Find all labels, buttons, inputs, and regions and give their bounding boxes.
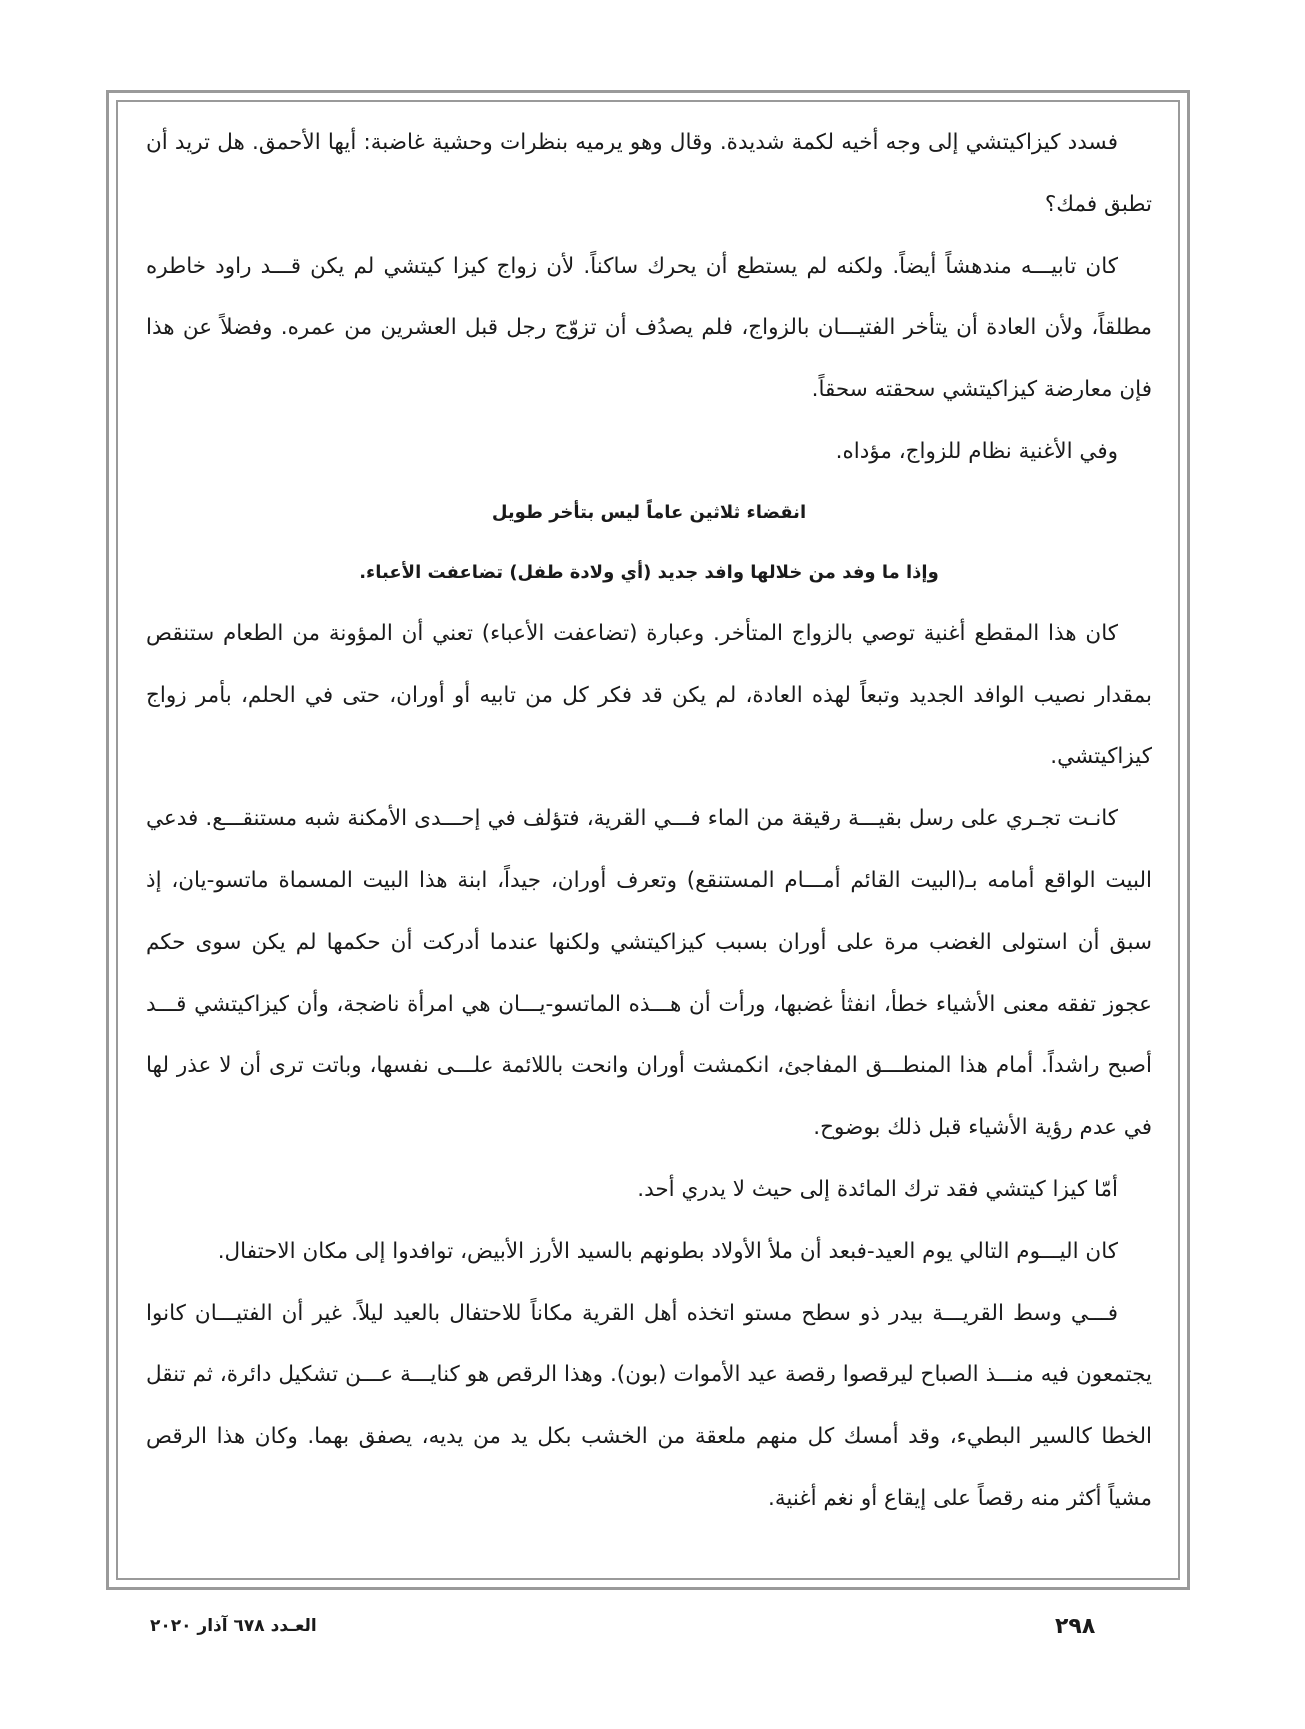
paragraph-6: أمّا كيزا كيتشي فقد ترك المائدة إلى حيث لا يدري أحد. <box>637 1176 1118 1202</box>
song-verse-1: انقضاء ثلاثين عاماً ليس بتأخر طويل <box>491 501 807 523</box>
paragraph-2: كان تابيـــه مندهشاً أيضاً. ولكنه لم يستطع أن يحرك ساكناً. لأن زواج كيزا كيتشي لم يكن قـــد راود خاطره مطلقاً، ولأن العادة أن يتأخر الفتيـــان بالزواج، فلم يصدُف أن تزوّج رجل قبل العشرين من عمره. وفضلاً عن هذا فإن معارضة كيزاكيتشي سحقته سحقاً. <box>146 253 1152 403</box>
paragraph-8: فـــي وسط القريـــة بيدر ذو سطح مستو اتخذه أهل القرية مكاناً للاحتفال بالعيد ليلاً. غير أن الفتيـــان كانوا يجتمعون فيه منـــذ الصباح ليرقصوا رقصة عيد الأموات (بون). وهذا الرقص هو كنايـــة عـــن تشكيل دائرة، ثم تنقل الخطا كالسير البطيء، وقد أمسك كل منهم ملعقة من الخشب بكل يد من يديه، يصفق بهما. وكان هذا الرقص مشياً أكثر منه رقصاً على إيقاع أو نغم أغنية. <box>146 1300 1152 1511</box>
issue-info: العـدد ٦٧٨ آذار ٢٠٢٠ <box>150 1616 317 1636</box>
paragraph-5: كانـت تجـري على رسل بقيـــة رقيقة من الماء فـــي القرية، فتؤلف في إحـــدى الأمكنة شبه مستنقـــع. فدعي البيت الواقع أمامه بـ(البيت القائم أمـــام المستنقع) وتعرف أوران، جيداً، ابنة هذا البيت المسماة ماتسو-يان، إذ سبق أن استولى الغضب مرة على أوران بسبب كيزاكيتشي ولكنها عندما أدركت أن حكمها لم يكن سوى حكم عجوز تفقه معنى الأشياء خطأ، انفثأ غضبها، ورأت أن هـــذه الماتسو-يـــان هي امرأة ناضجة، وأن كيزاكيتشي قـــد أصبح راشداً. أمام هذا المنطـــق المفاجئ، انكمشت أوران وانحت باللائمة علـــى نفسها، وباتت ترى أن لا عذر لها في عدم رؤية الأشياء قبل ذلك بوضوح. <box>146 806 1152 1141</box>
paragraph-4: كان هذا المقطع أغنية توصي بالزواج المتأخر. وعبارة (تضاعفت الأعباء) تعني أن المؤونة من الطعام ستنقص بمقدار نصيب الوافد الجديد وتبعاً لهذه العادة، لم يكن قد فكر كل من تابيه أو أوران، حتى في الحلم، بأمر زواج كيزاكيتشي. <box>146 620 1152 770</box>
song-verse-2: وإذا ما وفد من خلالها وافد جديد (أي ولادة طفل) تضاعفت الأعباء. <box>359 561 939 583</box>
page-number: ٢٩٨ <box>1055 1614 1096 1639</box>
paragraph-1: فسدد كيزاكيتشي إلى وجه أخيه لكمة شديدة. وقال وهو يرميه بنظرات وحشية غاضبة: أيها الأحمق. هل تريد أن تطبق فمك؟ <box>146 130 1152 217</box>
paragraph-7: كان اليـــوم التالي يوم العيد-فبعد أن ملأ الأولاد بطونهم بالسيد الأرز الأبيض، توافدوا إلى مكان الاحتفال. <box>217 1238 1118 1264</box>
article-body <box>146 112 1152 1530</box>
paragraph-3: وفي الأغنية نظام للزواج، مؤداه. <box>835 438 1118 464</box>
